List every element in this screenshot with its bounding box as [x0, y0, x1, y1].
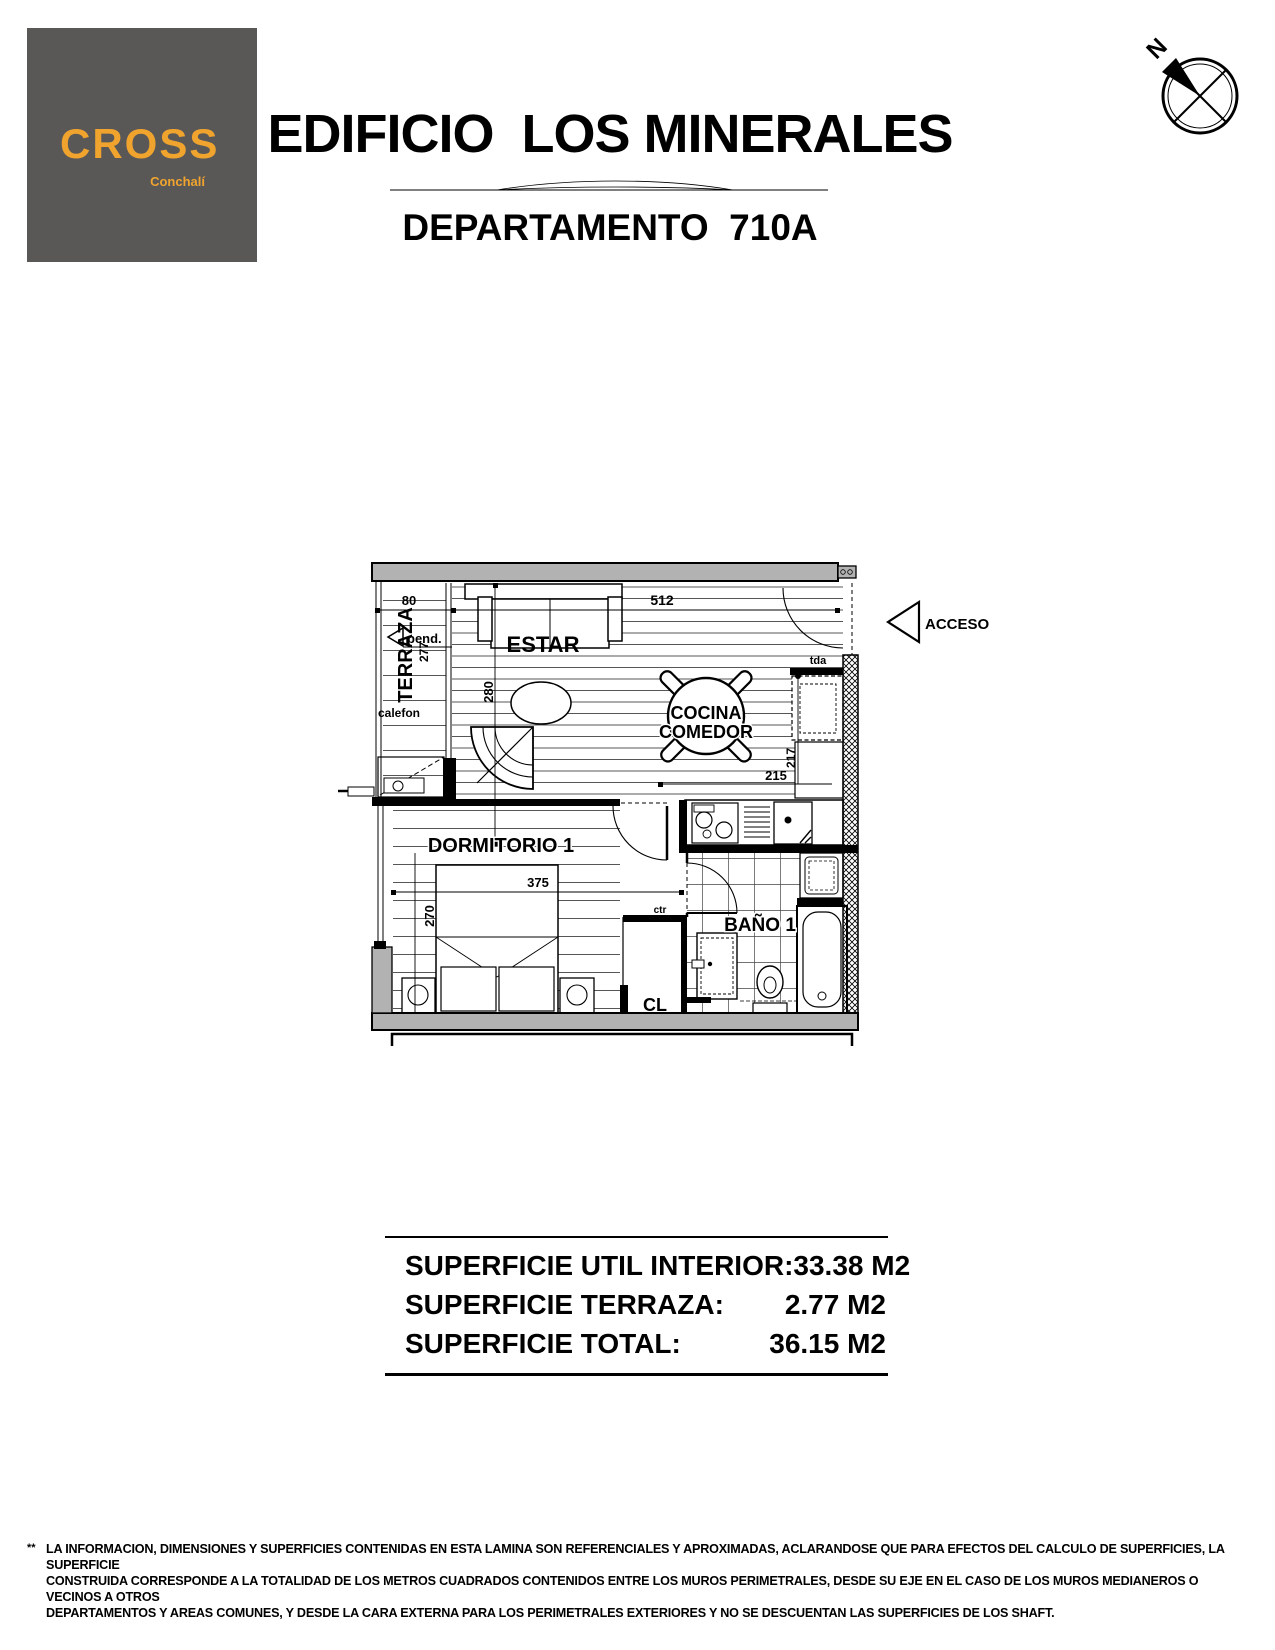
- dim-375: 375: [527, 875, 549, 890]
- armchair: [471, 727, 533, 789]
- shower-tray: [800, 853, 843, 898]
- title-divider: [390, 181, 828, 190]
- dish-rack: [744, 807, 770, 837]
- disclaimer-line: LA INFORMACION, DIMENSIONES Y SUPERFICIES CONTENIDAS EN ESTA LAMINA SON REFERENCIALES Y APROXIMADAS, ACLARANDOSE QUE PARA EFECTOS DEL CALCULO DE SUPERFICIES, LA SUPERFICIE: [46, 1542, 1225, 1572]
- label-acceso: ACCESO: [925, 616, 990, 633]
- kitchen-counter: [679, 800, 843, 845]
- page-title: EDIFICIO LOS MINERALES: [267, 104, 953, 164]
- label-dormitorio: DORMITORIO 1: [427, 835, 575, 857]
- dim-215: 215: [765, 768, 787, 783]
- label-ctr: ctr: [653, 905, 667, 916]
- table-row: [385, 1246, 911, 1285]
- table-row: [385, 1324, 888, 1363]
- stove: [692, 803, 738, 843]
- disclaimer-line: DEPARTAMENTOS Y AREAS COMUNES, Y DESDE LA CARA EXTERNA PARA LOS PERIMETRALES EXTERIORES Y NO SE DESCUENTAN LAS SUPERFICIES DE LOS SHAFT.: [46, 1606, 1055, 1620]
- dim-280: 280: [481, 681, 496, 703]
- surface-areas-table: [385, 1236, 911, 1376]
- label-cl: CL: [643, 995, 667, 1015]
- north-compass-icon: [1141, 33, 1237, 133]
- label-comedor: COMEDOR: [659, 722, 753, 742]
- brand-name: CROSS: [60, 120, 220, 167]
- area-value: 36.15 M2: [769, 1328, 886, 1359]
- label-tda: tda: [809, 655, 827, 667]
- area-label: SUPERFICIE TOTAL:: [405, 1328, 681, 1359]
- dim-270: 270: [422, 905, 437, 927]
- label-bano: BAÑO 1: [724, 915, 796, 936]
- brand-subtitle: Conchalí: [150, 174, 205, 189]
- dim-80: 80: [401, 593, 417, 608]
- vanity-sink: [692, 933, 737, 999]
- dim-512: 512: [650, 592, 674, 608]
- area-label: SUPERFICIE TERRAZA:: [405, 1289, 724, 1320]
- kitchen-sink: [774, 802, 812, 844]
- apartment-subtitle: DEPARTAMENTO 710A: [402, 207, 818, 248]
- area-value: 33.38 M2: [793, 1250, 911, 1281]
- area-label: SUPERFICIE UTIL INTERIOR:: [405, 1250, 794, 1281]
- label-estar: ESTAR: [506, 632, 580, 657]
- label-cocina: COCINA: [670, 703, 742, 723]
- bathtub: [797, 906, 847, 1013]
- disclaimer-line: CONSTRUIDA CORRESPONDE A LA TOTALIDAD DE LOS METROS CUADRADOS CONTENIDOS ENTRE LOS MUROS PERIMETRALES, DESDE SU EJE EN EL CASO DE LOS MUROS MEDIANEROS O VECINOS A OTROS: [46, 1574, 1199, 1604]
- label-pend: pend.: [407, 631, 442, 646]
- label-calefon: calefon: [378, 706, 421, 720]
- compass-north-label: N: [1141, 33, 1173, 65]
- footnote-marker: **: [27, 1542, 36, 1554]
- dim-217: 217: [784, 747, 798, 769]
- disclaimer-text: [46, 1541, 1236, 1621]
- acceso-arrow-icon: [888, 602, 919, 642]
- dim-277: 277: [417, 641, 431, 663]
- bedroom-door: [613, 803, 667, 860]
- table-row: [385, 1285, 888, 1324]
- area-value: 2.77 M2: [784, 1289, 886, 1320]
- coffee-table: [511, 682, 571, 724]
- label-terraza: TERRAZA: [395, 607, 417, 703]
